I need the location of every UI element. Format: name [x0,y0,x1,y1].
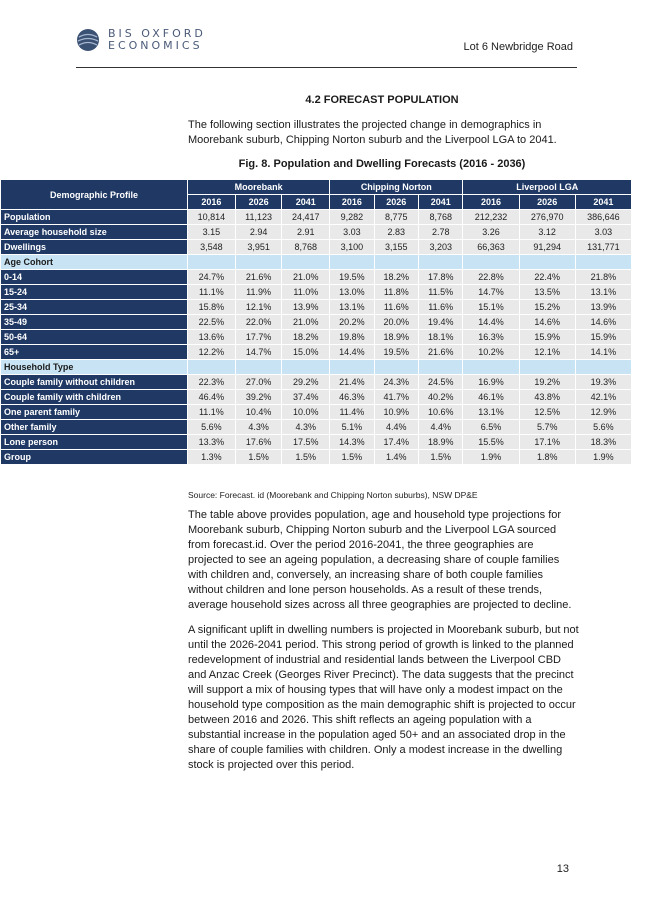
table-cell: 3.03 [330,225,374,240]
year-header: 2026 [519,195,575,210]
table-cell: 19.5% [330,270,374,285]
row-label: Couple family without children [1,375,188,390]
group-row-blank-cell [188,255,236,270]
table-cell: 131,771 [575,240,631,255]
group-row-blank-cell [575,255,631,270]
table-cell: 1.5% [330,450,374,465]
table-cell: 20.2% [330,315,374,330]
row-label: Average household size [1,225,188,240]
row-label: 35-49 [1,315,188,330]
table-cell: 10,814 [188,210,236,225]
table-cell: 4.3% [282,420,330,435]
table-cell: 10.2% [463,345,519,360]
header-divider [76,67,577,68]
table-cell: 13.1% [575,285,631,300]
table-cell: 12.1% [519,345,575,360]
table-cell: 13.9% [282,300,330,315]
table-cell: 16.9% [463,375,519,390]
table-cell: 8,775 [374,210,418,225]
table-cell: 17.1% [519,435,575,450]
group-row-blank-cell [282,255,330,270]
section-intro [188,94,576,170]
table-cell: 4.4% [419,420,463,435]
table-cell: 22.8% [463,270,519,285]
table-cell: 276,970 [519,210,575,225]
logo-line-1: BIS OXFORD [108,27,206,40]
table-group-header-row [1,180,632,195]
table-cell: 11.1% [188,285,236,300]
table-cell: 1.4% [374,450,418,465]
group-row-blank-cell [519,255,575,270]
intro-paragraph: The following section illustrates the projected change in demographics in Moorebank suburb, Chipping Norton suburb and the Liverpool LGA to 2041. [188,119,557,146]
table-cell: 41.7% [374,390,418,405]
group-row-blank-cell [188,360,236,375]
table-cell: 24.5% [419,375,463,390]
table-cell: 21.6% [419,345,463,360]
table-row [1,285,632,300]
table-cell: 19.8% [330,330,374,345]
table-cell: 19.3% [575,375,631,390]
row-label: Other family [1,420,188,435]
row-label: 15-24 [1,285,188,300]
table-cell: 212,232 [463,210,519,225]
table-cell: 11.5% [419,285,463,300]
table-cell: 386,646 [575,210,631,225]
table-cell: 13.1% [463,405,519,420]
row-label: Population [1,210,188,225]
table-cell: 18.2% [282,330,330,345]
table-cell: 11.6% [419,300,463,315]
table-cell: 11.8% [374,285,418,300]
row-label: One parent family [1,405,188,420]
figure-title: Fig. 8. Population and Dwelling Forecasts (2016 - 2036) [238,158,526,170]
table-cell: 22.0% [235,315,282,330]
table-cell: 21.0% [282,315,330,330]
table-cell: 42.1% [575,390,631,405]
table-cell: 15.9% [519,330,575,345]
group-row-blank-cell [374,360,418,375]
group-row-blank-cell [575,360,631,375]
table-cell: 14.7% [235,345,282,360]
table-row [1,330,632,345]
profile-column-header: Demographic Profile [1,180,188,210]
table-row [1,450,632,465]
table-cell: 2.91 [282,225,330,240]
year-header: 2041 [575,195,631,210]
table-cell: 11.1% [188,405,236,420]
table-cell: 14.7% [463,285,519,300]
row-label: Lone person [1,435,188,450]
year-header: 2016 [463,195,519,210]
year-header: 2041 [419,195,463,210]
table-cell: 10.0% [282,405,330,420]
group-header-liverpool: Liverpool LGA [463,180,632,195]
table-row [1,405,632,420]
row-label: 50-64 [1,330,188,345]
year-header: 2026 [374,195,418,210]
table-cell: 11.4% [330,405,374,420]
row-label: 25-34 [1,300,188,315]
table-cell: 11.6% [374,300,418,315]
table-cell: 24.3% [374,375,418,390]
table-row [1,345,632,360]
table-cell: 9,282 [330,210,374,225]
group-row-blank-cell [282,360,330,375]
table-row [1,270,632,285]
year-header: 2026 [235,195,282,210]
table-cell: 21.0% [282,270,330,285]
table-cell: 17.6% [235,435,282,450]
table-cell: 22.3% [188,375,236,390]
table-cell: 15.0% [282,345,330,360]
table-cell: 14.3% [330,435,374,450]
year-header: 2016 [330,195,374,210]
group-row-blank-cell [235,360,282,375]
table-cell: 18.2% [374,270,418,285]
company-logo [76,28,206,52]
table-cell: 3,155 [374,240,418,255]
table-row [1,435,632,450]
table-cell: 1.3% [188,450,236,465]
table-cell: 15.8% [188,300,236,315]
table-cell: 10.6% [419,405,463,420]
table-cell: 8,768 [282,240,330,255]
table-cell: 10.4% [235,405,282,420]
table-cell: 19.5% [374,345,418,360]
table-cell: 19.4% [419,315,463,330]
group-row-blank-cell [419,255,463,270]
table-cell: 12.1% [235,300,282,315]
row-label: Couple family with children [1,390,188,405]
page-number: 13 [556,863,569,875]
group-row-blank-cell [374,255,418,270]
table-cell: 43.8% [519,390,575,405]
group-row-blank-cell [419,360,463,375]
table-cell: 1.8% [519,450,575,465]
section-title: 4.2 FORECAST POPULATION [305,94,459,106]
analysis-paragraph-1: The table above provides population, age and household type projections for Moorebank suburb, Chipping Norton suburb and the Liverpool LGA sourced from forecast.id. Over the period 2016-2041, the three geographies are projected to see an ageing population, a decreasing share of couple families with children and, conversely, an increasing share of both couple families without children and lone person households. As a result of these trends, average household sizes across all three geographies are projected to decline. [188,509,572,611]
table-cell: 3,951 [235,240,282,255]
table-group-row [1,360,632,375]
table-row [1,420,632,435]
table-cell: 13.6% [188,330,236,345]
table-cell: 12.5% [519,405,575,420]
header-project-name: Lot 6 Newbridge Road [463,41,573,53]
table-cell: 16.3% [463,330,519,345]
table-cell: 3,548 [188,240,236,255]
group-row-blank-cell [519,360,575,375]
table-cell: 3.26 [463,225,519,240]
table-cell: 18.3% [575,435,631,450]
table-cell: 46.1% [463,390,519,405]
row-label: Household Type [1,360,188,375]
group-row-blank-cell [463,255,519,270]
table-group-row [1,255,632,270]
table-cell: 8,768 [419,210,463,225]
table-cell: 46.4% [188,390,236,405]
table-cell: 13.3% [188,435,236,450]
table-cell: 1.5% [282,450,330,465]
table-cell: 22.4% [519,270,575,285]
group-row-blank-cell [463,360,519,375]
table-row [1,240,632,255]
analysis-paragraph-2: A significant uplift in dwelling numbers is projected in Moorebank suburb, but not until the 2026-2041 period. This strong period of growth is linked to the planned redevelopment of industrial and residential lands between the Liverpool CBD and Anzac Creek (Georges River Precinct). The data suggests that the precinct will support a mix of housing types that will have only a modest impact on the household type composition as the main demographic shift is projected to occur between 2016 and 2026. This shift reflects an ageing population with a substantial increase in the population aged 50+ and an associated drop in the share of couple families with children. Only a modest increase in the dwelling stock is projected over this period. [188,624,579,771]
table-cell: 17.8% [419,270,463,285]
table-row [1,390,632,405]
row-label: 0-14 [1,270,188,285]
table-cell: 15.1% [463,300,519,315]
table-cell: 1.5% [419,450,463,465]
table-cell: 3.15 [188,225,236,240]
table-cell: 13.0% [330,285,374,300]
table-cell: 22.5% [188,315,236,330]
group-header-chipping-norton: Chipping Norton [330,180,463,195]
table-cell: 2.94 [235,225,282,240]
row-label: 65+ [1,345,188,360]
year-header: 2016 [188,195,236,210]
table-cell: 2.78 [419,225,463,240]
table-cell: 18.1% [419,330,463,345]
table-cell: 13.5% [519,285,575,300]
table-cell: 3,100 [330,240,374,255]
analysis-text [188,508,580,783]
table-cell: 19.2% [519,375,575,390]
table-cell: 27.0% [235,375,282,390]
table-cell: 21.4% [330,375,374,390]
table-cell: 18.9% [374,330,418,345]
table-cell: 37.4% [282,390,330,405]
table-row [1,375,632,390]
table-cell: 3.03 [575,225,631,240]
table-cell: 24.7% [188,270,236,285]
table-cell: 12.9% [575,405,631,420]
table-source-note: Source: Forecast. id (Moorebank and Chipping Norton suburbs), NSW DP&E [188,490,478,500]
table-cell: 21.6% [235,270,282,285]
table-cell: 17.5% [282,435,330,450]
group-row-blank-cell [235,255,282,270]
table-cell: 11.9% [235,285,282,300]
table-cell: 13.9% [575,300,631,315]
row-label: Age Cohort [1,255,188,270]
table-cell: 11,123 [235,210,282,225]
table-cell: 20.0% [374,315,418,330]
table-cell: 15.9% [575,330,631,345]
globe-logo-icon [76,28,100,52]
logo-line-2: ECONOMICS [108,39,203,52]
table-cell: 5.7% [519,420,575,435]
table-cell: 5.6% [575,420,631,435]
table-cell: 17.7% [235,330,282,345]
table-cell: 91,294 [519,240,575,255]
group-header-moorebank: Moorebank [188,180,330,195]
table-cell: 1.5% [235,450,282,465]
forecast-table [0,179,632,465]
table-cell: 46.3% [330,390,374,405]
table-cell: 3,203 [419,240,463,255]
table-cell: 1.9% [575,450,631,465]
table-cell: 6.5% [463,420,519,435]
row-label: Dwellings [1,240,188,255]
table-cell: 4.3% [235,420,282,435]
table-cell: 21.8% [575,270,631,285]
table-cell: 40.2% [419,390,463,405]
table-cell: 5.1% [330,420,374,435]
table-cell: 4.4% [374,420,418,435]
table-cell: 15.2% [519,300,575,315]
table-cell: 14.4% [463,315,519,330]
table-cell: 2.83 [374,225,418,240]
table-cell: 14.6% [519,315,575,330]
table-cell: 13.1% [330,300,374,315]
table-cell: 14.6% [575,315,631,330]
table-cell: 14.1% [575,345,631,360]
table-cell: 66,363 [463,240,519,255]
table-cell: 1.9% [463,450,519,465]
table-cell: 3.12 [519,225,575,240]
table-cell: 18.9% [419,435,463,450]
table-row [1,315,632,330]
table-cell: 10.9% [374,405,418,420]
table-row [1,300,632,315]
table-cell: 5.6% [188,420,236,435]
group-row-blank-cell [330,360,374,375]
table-cell: 14.4% [330,345,374,360]
table-cell: 24,417 [282,210,330,225]
table-row [1,225,632,240]
table-cell: 15.5% [463,435,519,450]
table-cell: 39.2% [235,390,282,405]
table-cell: 17.4% [374,435,418,450]
year-header: 2041 [282,195,330,210]
table-body [1,210,632,465]
group-row-blank-cell [330,255,374,270]
table-cell: 12.2% [188,345,236,360]
table-row [1,210,632,225]
table-cell: 29.2% [282,375,330,390]
row-label: Group [1,450,188,465]
table-cell: 11.0% [282,285,330,300]
